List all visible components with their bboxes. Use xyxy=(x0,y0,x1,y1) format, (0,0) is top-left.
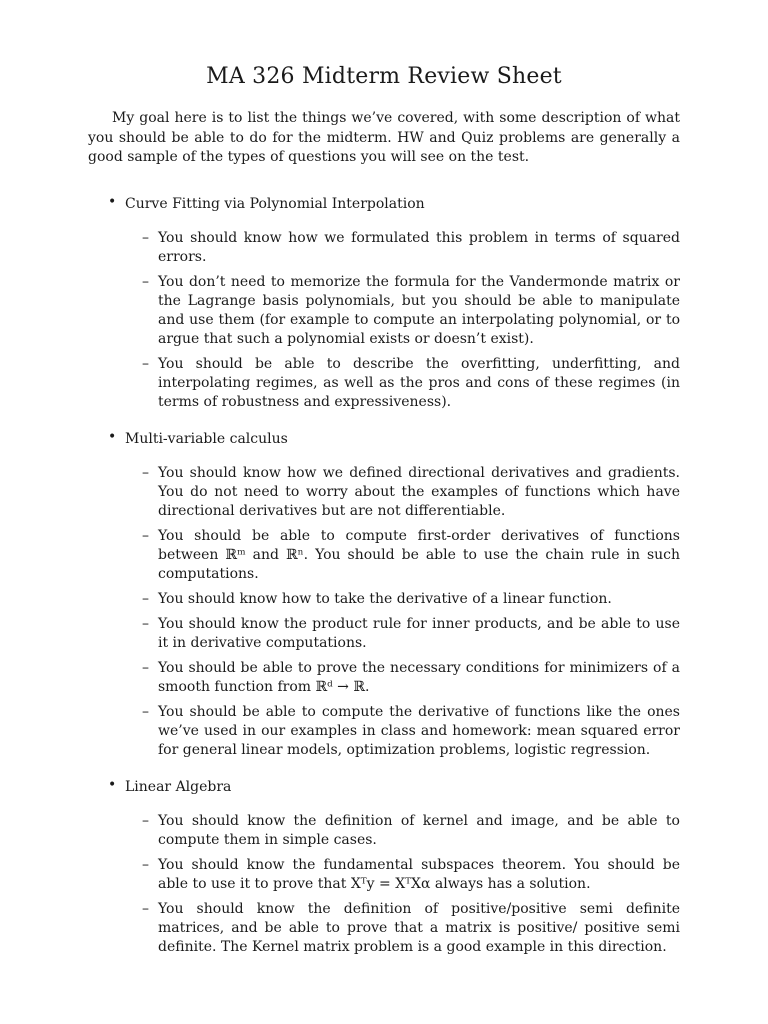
dash-icon: – xyxy=(142,355,149,372)
dash-icon: – xyxy=(142,590,149,607)
list-item-text: You should be able to compute first-order derivatives of functions between ℝᵐ and ℝⁿ. You should be able to use the chain rule in such computations. xyxy=(158,527,680,582)
section-title: Linear Algebra xyxy=(125,778,232,795)
list-item-text: You should be able to compute the derivative of functions like the ones we’ve used in our examples in class and homework: mean squared error for general linear models, optimization problems, logistic regression. xyxy=(158,703,680,758)
list-item-text: You don’t need to memorize the formula for the Vandermonde matrix or the Lagrange basis polynomials, but you should be able to manipulate and use them (for example to compute an interpolating polynomial, or to argue that such a polynomial exists or doesn’t exist). xyxy=(158,273,680,347)
bullet-icon: • xyxy=(108,428,117,445)
list-item xyxy=(125,659,680,697)
section-item xyxy=(88,194,680,412)
list-item xyxy=(125,229,680,267)
list-item-text: You should be able to prove the necessary conditions for minimizers of a smooth function from ℝᵈ → ℝ. xyxy=(158,659,680,695)
list-item xyxy=(125,812,680,850)
list-item xyxy=(125,355,680,412)
dash-icon: – xyxy=(142,615,149,632)
list-item xyxy=(125,900,680,957)
list-item xyxy=(125,527,680,584)
section-list xyxy=(88,194,680,957)
dash-icon: – xyxy=(142,812,149,829)
list-item-text: You should know how we formulated this problem in terms of squared errors. xyxy=(158,229,680,265)
list-item xyxy=(125,590,680,609)
intro-paragraph: My goal here is to list the things we’ve covered, with some description of what you should be able to do for the midterm. HW and Quiz problems are generally a good sample of the types of questions you will see on the test. xyxy=(88,110,680,165)
dash-icon: – xyxy=(142,273,149,290)
page-title: MA 326 Midterm Review Sheet xyxy=(206,64,562,89)
list-item xyxy=(125,464,680,521)
section-item xyxy=(88,777,680,957)
list-item-text: You should know how to take the derivative of a linear function. xyxy=(158,590,612,607)
section-title: Multi-variable calculus xyxy=(125,430,288,447)
bullet-icon: • xyxy=(108,193,117,210)
dash-icon: – xyxy=(142,703,149,720)
list-item-text: You should know the product rule for inner products, and be able to use it in derivative computations. xyxy=(158,615,680,651)
list-item-text: You should know the definition of positive/positive semi definite matrices, and be able to prove that a matrix is positive/ positive semi definite. The Kernel matrix problem is a good example in this direction. xyxy=(158,900,680,955)
list-item-text: You should know how we defined directional derivatives and gradients. You do not need to worry about the examples of functions which have directional derivatives but are not differentiable. xyxy=(158,464,680,519)
section-item xyxy=(88,429,680,760)
subitem-list xyxy=(125,464,680,760)
dash-icon: – xyxy=(142,527,149,544)
section-title: Curve Fitting via Polynomial Interpolation xyxy=(125,195,425,212)
dash-icon: – xyxy=(142,464,149,481)
bullet-icon: • xyxy=(108,776,117,793)
dash-icon: – xyxy=(142,856,149,873)
list-item xyxy=(125,703,680,760)
list-item xyxy=(125,273,680,349)
dash-icon: – xyxy=(142,659,149,676)
dash-icon: – xyxy=(142,900,149,917)
subitem-list xyxy=(125,229,680,412)
list-item-text: You should know the definition of kernel and image, and be able to compute them in simple cases. xyxy=(158,812,680,848)
list-item xyxy=(125,856,680,894)
subitem-list xyxy=(125,812,680,957)
dash-icon: – xyxy=(142,229,149,246)
list-item-text: You should know the fundamental subspaces theorem. You should be able to use it to prove that Xᵀy = XᵀXα always has a solution. xyxy=(158,856,680,892)
list-item xyxy=(125,615,680,653)
list-item-text: You should be able to describe the overfitting, underfitting, and interpolating regimes, as well as the pros and cons of these regimes (in terms of robustness and expressiveness). xyxy=(158,355,680,410)
